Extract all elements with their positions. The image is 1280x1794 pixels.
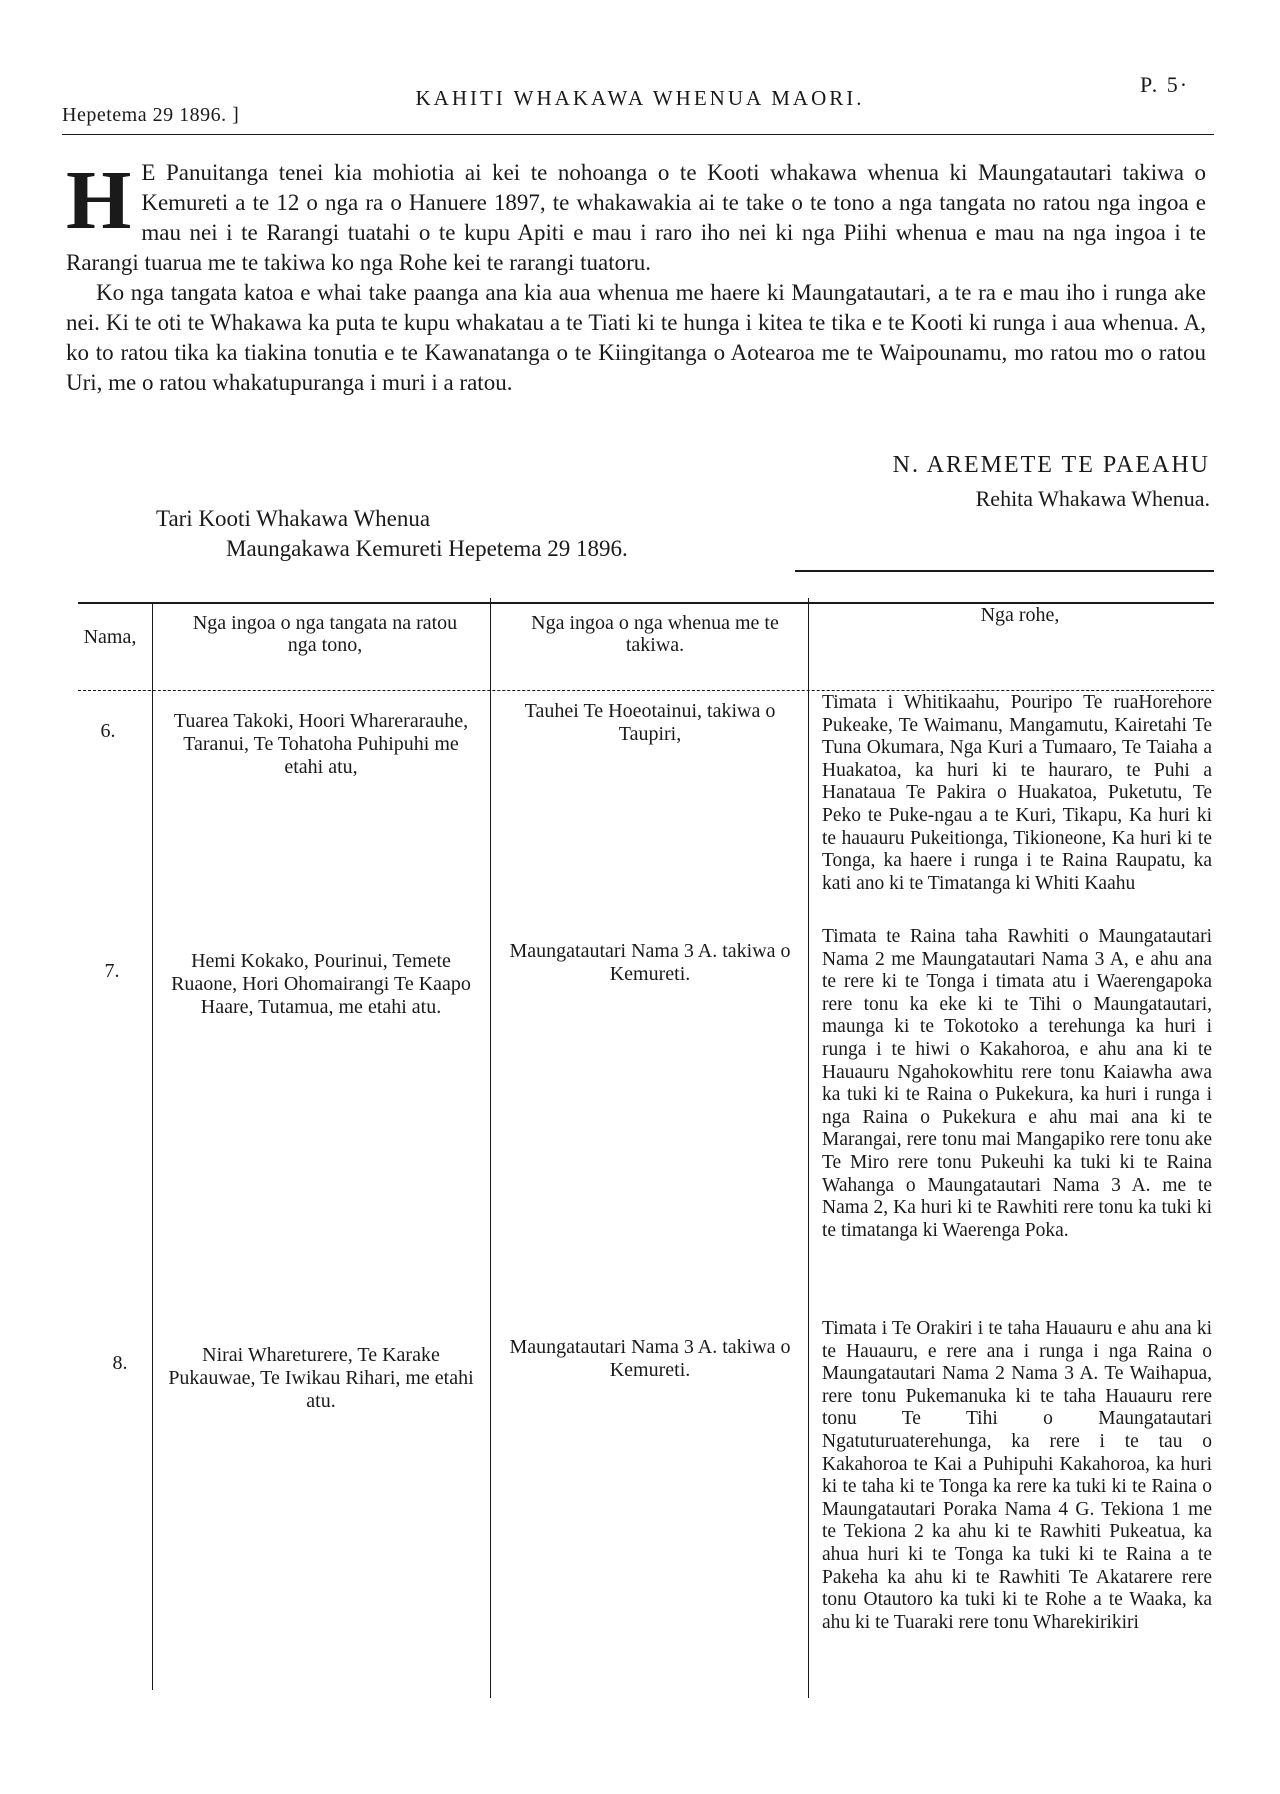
column-divider-3 — [808, 598, 809, 1698]
row-8-land: Maungatautari Nama 3 A. takiwa o Kemureti. — [509, 1336, 791, 1381]
gazette-title: KAHITI WHAKAWA WHENUA MAORI. — [415, 86, 865, 110]
row-8-number: 8. — [112, 1352, 128, 1374]
signatory-name: N. AREMETE TE PAEAHU — [892, 452, 1210, 478]
column-divider-2 — [490, 598, 491, 1698]
header-nama: Nama, — [83, 626, 137, 648]
office-line-1: Tari Kooti Whakawa Whenua — [156, 506, 431, 531]
row-7-number: 7. — [104, 960, 120, 982]
row-8-applicants: Nirai Whareturere, Te Karake Pukauwae, Te Iwikau Rihari, me etahi atu. — [168, 1344, 474, 1412]
column-divider-1 — [152, 604, 153, 1690]
drop-cap: H — [66, 154, 132, 247]
notice-paragraph-1: E Panuitanga tenei kia mohiotia ai kei te nohoanga o te Kooti whakawa whenua ki Maungatautari takiwa o Kemureti a te 12 o nga ra o Hanuere 1897, te whakawakia ai te take o te tono a nga tangata no ratou nga ingoa e mau nei i te Rarangi tuatahi o te kupu Apiti e mau i raro iho nei ki nga Piihi whenua e mau na nga ingoa i te Rarangi tuarua me te takiwa ko nga Rohe kei te rarangi tuatoru. — [66, 160, 1206, 275]
header-bottom-rule — [78, 690, 1214, 691]
notice-body — [66, 154, 1206, 398]
signatory-title: Rehita Whakawa Whenua. — [975, 486, 1210, 511]
office-line-2: Maungakawa Kemureti Hepetema 29 1896. — [226, 536, 628, 561]
page-number: P. 5· — [1140, 72, 1190, 97]
row-6-number: 6. — [100, 720, 116, 742]
header-rule — [62, 134, 1214, 135]
row-6-land: Tauhei Te Hoeotainui, takiwa o Taupiri, — [524, 700, 776, 745]
row-7-boundaries: Timata te Raina taha Rawhiti o Maungatautari Nama 2 me Maungatautari Nama 3 A, e ahu ana te rere ki te Tonga i timata atu i Waerengapoka rere tonu ka eke ki te Tihi o Maungatautari, maunga ki te Tokotoko a terehunga ka huri i runga i te hiwi o Kakahoroa, e ahu ana ki te Hauauru Ngahokowhitu rere tonu Kaiawha awa ka tuki ki te Raina o Pukekura, ka huri i runga i nga Raina o Pukekura e ahu mai ana ki te Marangai, rere tonu mai Mangapiko rere tonu ake Te Miro rere tonu Pukeuhi ka tuki ki te Raina Wahanga o Maungatautari Nama 3 A. me te Nama 2, Ka huri ki te Rawhiti rere tonu ka tuki ki te timatanga ki Waerenga Poka. — [822, 926, 1212, 1241]
row-6-applicants: Tuarea Takoki, Hoori Wharerarauhe, Taranui, Te Tohatoha Puhipuhi me etahi atu, — [173, 710, 469, 778]
row-8-boundaries: Timata i Te Orakiri i te taha Hauauru e ahu ana ki te Hauauru, e rere ana i runga i nga Raina o Maungatautari Nama 2 Nama 3 A. Te Waihapua, rere tonu Pukemanuka ki te taha Hauauru rere tonu Te Tihi o Maungatautari Ngatuturuaterehunga, ka rere i te tau o Kakahoroa te Kai a Puhipuhi Kakahoroa, ka huri ki te taha ki te Tonga ka rere ka tuki ki te Raina o Maungatautari Poraka Nama 4 G. Tekiona 1 me te Tekiona 2 ka ahu ki te Rawhiti Pukeatua, ka ahua huri ki te Tonga ka tuki ki te Raina a te Pakeha ka ahu ki te Rawhiti Te Akatarere rere tonu Otautoro ka tuki ki te Rohe a te Waaka, ka ahu ki te Tuaraki rere tonu Wharekirikiri — [822, 1318, 1212, 1633]
header-rohe: Nga rohe, — [980, 604, 1060, 626]
row-7-applicants: Hemi Kokako, Pourinui, Temete Ruaone, Hori Ohomairangi Te Kaapo Haare, Tutamua, me etahi atu. — [171, 950, 471, 1018]
notice-paragraph-2: Ko nga tangata katoa e whai take paanga ana kia aua whenua me haere ki Maungatautari, a te ra e mau iho i runga ake nei. Ki te oti te Whakawa ka puta te kupu whakatau a te Tiati ki te hunga i kitea te tika e te Kooti ki runga i aua whenua. A, ko to ratou tika ka tiakina tonutia e te Kawanatanga o te Kiingitanga o Aotearoa me te Waipounamu, mo ratou mo o ratou Uri, me o ratou whakatupuranga i muri i a ratou. — [66, 280, 1206, 395]
issue-date: Hepetema 29 1896. ] — [62, 104, 240, 126]
row-7-land: Maungatautari Nama 3 A. takiwa o Kemureti. — [509, 940, 791, 985]
row-6-boundaries: Timata i Whitikaahu, Pouripo Te ruaHorehore Pukeake, Te Waimanu, Mangamutu, Kairetahi Te Tuna Okumara, Nga Kuri a Tumaaro, Te Taiaha a Huakatoa, ka huri ki te hauraro, te Puhi a Hanataua Te Pakira o Huakatoa, Puketutu, Te Peko te Puke-ngau a te Kuri, Tikapu, Ka huri ki te hauauru Pukeitionga, Tikioneone, Ka huri ki te Tonga, ka haere i runga i te Raina Raupatu, ka kati ano ki te Timatanga ki Whiti Kaahu — [822, 692, 1212, 894]
header-tangata: Nga ingoa o nga tangata na ratou nga tono, — [192, 612, 458, 656]
table-top-rule — [795, 570, 1214, 572]
header-whenua: Nga ingoa o nga whenua me te takiwa. — [531, 612, 779, 656]
office-address — [156, 504, 628, 564]
